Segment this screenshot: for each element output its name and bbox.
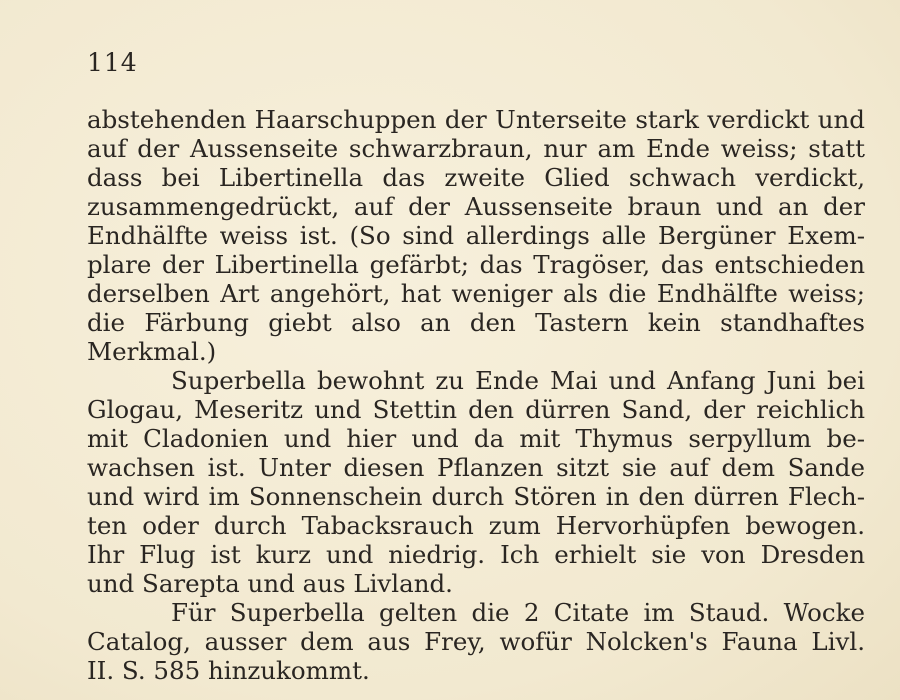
text-line: und wird im Sonnenschein durch Stören in den dürren Flech- — [87, 482, 865, 511]
text-line: auf der Aussenseite schwarzbraun, nur am Ende weiss; statt — [87, 134, 865, 163]
text-line: dass bei Libertinella das zweite Glied schwach verdickt, — [87, 163, 865, 192]
text-line: Catalog, ausser dem aus Frey, wofür Nolcken's Fauna Livl. — [87, 627, 865, 656]
text-line: derselben Art angehört, hat weniger als die Endhälfte weiss; — [87, 279, 865, 308]
text-line: die Färbung giebt also an den Tastern kein standhaftes — [87, 308, 865, 337]
text-line: mit Cladonien und hier und da mit Thymus serpyllum be- — [87, 424, 865, 453]
text-line: abstehenden Haarschuppen der Unterseite stark verdickt und — [87, 105, 865, 134]
text-line: Ihr Flug ist kurz und niedrig. Ich erhielt sie von Dresden — [87, 540, 865, 569]
text-line: Glogau, Meseritz und Stettin den dürren Sand, der reichlich — [87, 395, 865, 424]
text-line: Merkmal.) — [87, 337, 217, 366]
body-text — [87, 105, 865, 685]
text-line: und Sarepta und aus Livland. — [87, 569, 453, 598]
text-line: ten oder durch Tabacksrauch zum Hervorhüpfen bewogen. — [87, 511, 865, 540]
text-line: Endhälfte weiss ist. (So sind allerdings alle Bergüner Exem- — [87, 221, 865, 250]
text-line: II. S. 585 hinzukommt. — [87, 656, 370, 685]
text-line: zusammengedrückt, auf der Aussenseite braun und an der — [87, 192, 865, 221]
paragraph-first-line: Für Superbella gelten die 2 Citate im Staud. Wocke — [171, 598, 865, 627]
text-line: plare der Libertinella gefärbt; das Tragöser, das entschieden — [87, 250, 865, 279]
paragraph-first-line: Superbella bewohnt zu Ende Mai und Anfang Juni bei — [171, 366, 865, 395]
page-number: 114 — [87, 48, 138, 77]
text-line: wachsen ist. Unter diesen Pflanzen sitzt sie auf dem Sande — [87, 453, 865, 482]
